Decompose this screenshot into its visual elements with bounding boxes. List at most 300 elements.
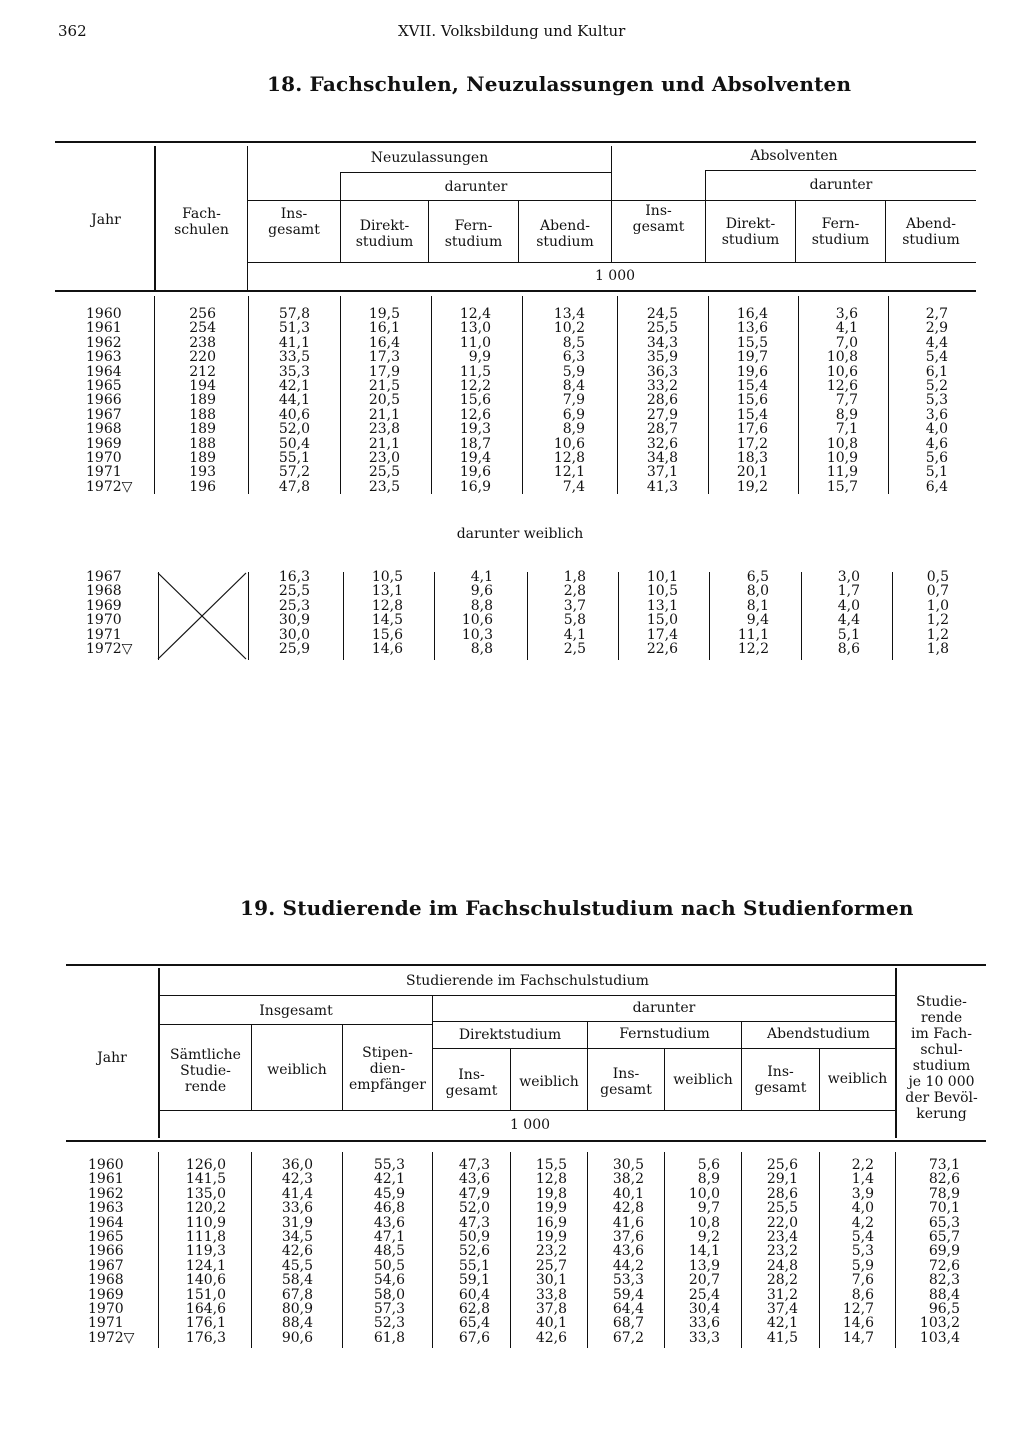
t19-value-cell: 73,1 — [928, 1157, 960, 1173]
t19-value-cell: 151,0 — [185, 1286, 226, 1303]
t19-col-jahr: Jahr — [97, 1050, 127, 1066]
t19-value-cell: 5,4 — [851, 1228, 874, 1245]
t19-col-per10000: Studie- rende im Fach- schul- studium je 10 000 der Bevöl- kerung — [905, 994, 978, 1122]
t18-value-cell: 23,8 — [368, 421, 400, 438]
t18w-value-cell: 4,1 — [563, 626, 586, 643]
t18-rule — [527, 572, 528, 660]
t19-value-cell: 88,4 — [281, 1315, 313, 1332]
t19-value-cell: 62,8 — [458, 1300, 490, 1317]
t18w-value-cell: 8,0 — [746, 583, 769, 600]
t19-value-cell: 58,0 — [373, 1286, 405, 1303]
t19-value-cell: 10,8 — [688, 1214, 720, 1231]
t19-value-cell: 47,3 — [458, 1214, 490, 1231]
t19-column — [88, 1158, 150, 1345]
t18-year-cell: 1961 — [86, 320, 122, 337]
t18-year-cell: 1970 — [86, 449, 122, 466]
t18w-value-cell: 0,5 — [926, 569, 949, 585]
t18-value-cell: 20,5 — [368, 392, 400, 409]
t19-value-cell: 57,3 — [373, 1300, 405, 1317]
t19-group-direkt: Direktstudium — [458, 1027, 562, 1043]
t19-value-cell: 124,1 — [185, 1257, 226, 1274]
t18-col-abend-abs: Abend- studium — [902, 216, 960, 248]
t19-value-cell: 4,2 — [851, 1214, 874, 1231]
t19-value-cell: 43,6 — [612, 1243, 644, 1260]
t19-column — [666, 1158, 720, 1345]
t19-value-cell: 41,6 — [612, 1214, 644, 1231]
t18-value-cell: 10,6 — [553, 435, 585, 452]
t19-value-cell: 47,9 — [458, 1185, 490, 1202]
t18w-value-cell: 11,1 — [737, 626, 769, 643]
t19-value-cell: 65,7 — [928, 1228, 960, 1245]
t19-value-cell: 61,8 — [373, 1329, 405, 1346]
t18-value-cell: 21,1 — [368, 406, 400, 423]
t18w-value-cell: 9,6 — [470, 583, 493, 600]
t18-rule — [248, 572, 249, 660]
t19-column — [512, 1158, 567, 1345]
t19-rule — [158, 1152, 159, 1348]
t19-value-cell: 1,4 — [851, 1171, 874, 1188]
t19-value-cell: 67,6 — [458, 1329, 490, 1346]
t18-column — [86, 307, 146, 494]
t18-col-jahr: Jahr — [91, 212, 121, 228]
t18-value-cell: 189 — [189, 392, 216, 409]
t19-value-cell: 135,0 — [185, 1185, 226, 1202]
t18-value-cell: 32,6 — [646, 435, 678, 452]
t18w-value-cell: 12,2 — [737, 640, 769, 657]
t19-value-cell: 14,6 — [842, 1315, 874, 1332]
t19-value-cell: 23,2 — [766, 1243, 798, 1260]
t19-value-cell: 65,3 — [928, 1214, 960, 1231]
table-18-title: 18. Fachschulen, Neuzulassungen und Absolventen — [267, 72, 852, 96]
t18w-value-cell: 3,0 — [837, 569, 860, 585]
t19-value-cell: 50,9 — [458, 1228, 490, 1245]
t18-value-cell: 16,1 — [368, 320, 400, 337]
t19-value-cell: 47,1 — [373, 1228, 405, 1245]
t19-year-cell: 1962 — [88, 1185, 124, 1202]
t19-value-cell: 80,9 — [281, 1300, 313, 1317]
t18-value-cell: 12,6 — [826, 377, 858, 394]
t18-value-cell: 17,2 — [736, 435, 768, 452]
t19-value-cell: 68,7 — [612, 1315, 644, 1332]
t18-value-cell: 33,5 — [278, 349, 310, 366]
t18-value-cell: 5,2 — [925, 377, 948, 394]
t18-value-cell: 12,2 — [459, 377, 491, 394]
t19-value-cell: 120,2 — [185, 1200, 226, 1217]
t18w-value-cell: 16,3 — [278, 569, 310, 585]
t19-value-cell: 72,6 — [928, 1257, 960, 1274]
t19-rule — [587, 1152, 588, 1348]
t19-col-weiblich: weiblich — [267, 1062, 327, 1078]
t19-value-cell: 43,6 — [458, 1171, 490, 1188]
t19-value-cell: 15,5 — [535, 1157, 567, 1173]
t19-value-cell: 28,6 — [766, 1185, 798, 1202]
t19-value-cell: 65,4 — [458, 1315, 490, 1332]
t18-value-cell: 11,5 — [459, 363, 491, 380]
t19-value-cell: 47,3 — [458, 1157, 490, 1173]
t19-column — [165, 1158, 226, 1345]
t18-value-cell: 57,8 — [278, 306, 310, 322]
t18-value-cell: 254 — [189, 320, 216, 337]
t19-rule — [342, 1152, 343, 1348]
t18-value-cell: 19,7 — [736, 349, 768, 366]
t19-value-cell: 88,4 — [928, 1286, 960, 1303]
t19-value-cell: 29,1 — [766, 1171, 798, 1188]
t18-value-cell: 42,1 — [278, 377, 310, 394]
t18-rule — [709, 572, 710, 660]
t18-value-cell: 17,6 — [736, 421, 768, 438]
t19-col-direkt-weibl: weiblich — [519, 1074, 579, 1090]
t19-value-cell: 12,8 — [535, 1171, 567, 1188]
t18-darunter-neu: darunter — [444, 179, 508, 195]
t18-year-cell: 1962 — [86, 334, 122, 351]
t18-value-cell: 15,6 — [459, 392, 491, 409]
t19-value-cell: 42,8 — [612, 1200, 644, 1217]
t19-value-cell: 38,2 — [612, 1171, 644, 1188]
t18-value-cell: 17,3 — [368, 349, 400, 366]
t19-col-direkt-insg: Ins- gesamt — [445, 1067, 498, 1099]
t18-value-cell: 23,0 — [368, 449, 400, 466]
t18w-value-cell: 5,8 — [563, 612, 586, 629]
t19-year-cell: 1963 — [88, 1200, 124, 1217]
t19-value-cell: 58,4 — [281, 1272, 313, 1289]
t18w-value-cell: 1,2 — [926, 626, 949, 643]
t19-value-cell: 37,8 — [535, 1300, 567, 1317]
t19-year-cell: 1967 — [88, 1257, 124, 1274]
t18w-year-cell: 1970 — [86, 612, 122, 629]
t18-value-cell: 12,8 — [553, 449, 585, 466]
t19-year-cell: 1972▽ — [88, 1329, 135, 1346]
t19-value-cell: 37,6 — [612, 1228, 644, 1245]
t19-value-cell: 48,5 — [373, 1243, 405, 1260]
t18-value-cell: 10,8 — [826, 349, 858, 366]
t18-value-cell: 6,3 — [562, 349, 585, 366]
t18-value-cell: 13,6 — [736, 320, 768, 337]
t18-rule — [154, 296, 155, 494]
t19-value-cell: 33,6 — [281, 1200, 313, 1217]
t18-rule — [340, 296, 341, 494]
t18-year-cell: 1967 — [86, 406, 122, 423]
t19-value-cell: 4,0 — [851, 1200, 874, 1217]
t18w-value-cell: 22,6 — [646, 640, 678, 657]
t18-value-cell: 41,1 — [278, 334, 310, 351]
t19-value-cell: 41,5 — [766, 1329, 798, 1346]
t18-value-cell: 19,5 — [368, 306, 400, 322]
t18w-year-cell: 1968 — [86, 583, 122, 600]
t18-value-cell: 19,6 — [736, 363, 768, 380]
t19-value-cell: 45,9 — [373, 1185, 405, 1202]
t18-value-cell: 4,4 — [925, 334, 948, 351]
t18-col-direkt-neu: Direkt- studium — [355, 218, 414, 250]
t19-value-cell: 42,1 — [373, 1171, 405, 1188]
t18-value-cell: 12,4 — [459, 306, 491, 322]
t19-top-rule — [66, 964, 986, 966]
t18-rule — [522, 296, 523, 494]
t19-column — [820, 1158, 874, 1345]
t18-value-cell: 10,9 — [826, 449, 858, 466]
t19-value-cell: 176,3 — [185, 1329, 226, 1346]
t18w-year-cell: 1971 — [86, 626, 122, 643]
t19-value-cell: 67,2 — [612, 1329, 644, 1346]
t19-column — [434, 1158, 490, 1345]
t19-value-cell: 24,8 — [766, 1257, 798, 1274]
t19-col-saemtliche: Sämtliche Studie- rende — [170, 1047, 241, 1095]
t18w-value-cell: 3,7 — [563, 597, 586, 614]
t18-value-cell: 7,4 — [562, 478, 585, 495]
t19-col-fern-insg: Ins- gesamt — [600, 1066, 652, 1098]
t18-value-cell: 19,6 — [459, 464, 491, 481]
t19-value-cell: 5,9 — [851, 1257, 874, 1274]
t18w-value-cell: 6,5 — [746, 569, 769, 585]
t18-rule — [340, 172, 611, 173]
t18-rule — [434, 572, 435, 660]
t19-value-cell: 96,5 — [928, 1300, 960, 1317]
t18-value-cell: 16,9 — [459, 478, 491, 495]
t18-value-cell: 4,6 — [925, 435, 948, 452]
t19-value-cell: 19,9 — [535, 1200, 567, 1217]
t18-column — [434, 307, 491, 494]
t18w-value-cell: 1,0 — [926, 597, 949, 614]
t18-not-applicable-cross — [155, 570, 249, 662]
t18-value-cell: 10,2 — [553, 320, 585, 337]
t18-col-abend-neu: Abend- studium — [536, 218, 594, 250]
t19-value-cell: 28,2 — [766, 1272, 798, 1289]
t18-col-fern-abs: Fern- studium — [811, 216, 870, 248]
t18-value-cell: 23,5 — [368, 478, 400, 495]
t18w-value-cell: 1,8 — [926, 640, 949, 657]
t18-value-cell: 15,7 — [826, 478, 858, 495]
t18-column — [890, 307, 948, 494]
t19-value-cell: 50,5 — [373, 1257, 405, 1274]
t18-year-cell: 1968 — [86, 421, 122, 438]
t19-value-cell: 42,1 — [766, 1315, 798, 1332]
t18w-value-cell: 10,5 — [646, 583, 678, 600]
t19-col-fern-weibl: weiblich — [673, 1072, 733, 1088]
t19-value-cell: 40,1 — [535, 1315, 567, 1332]
t19-value-cell: 36,0 — [281, 1157, 313, 1173]
t18-rule — [248, 296, 249, 494]
t18-value-cell: 10,6 — [826, 363, 858, 380]
t18-value-cell: 188 — [189, 406, 216, 423]
t19-column — [590, 1158, 644, 1345]
t19-col-abend-insg: Ins- gesamt — [754, 1064, 807, 1096]
t19-value-cell: 19,9 — [535, 1228, 567, 1245]
t18-weiblich-heading: darunter weiblich — [456, 526, 584, 542]
t18w-value-cell: 25,9 — [278, 640, 310, 657]
t18-value-cell: 6,1 — [925, 363, 948, 380]
t18-value-cell: 34,8 — [646, 449, 678, 466]
t18-value-cell: 40,6 — [278, 406, 310, 423]
t19-year-cell: 1964 — [88, 1214, 124, 1231]
t19-value-cell: 60,4 — [458, 1286, 490, 1303]
t18w-value-cell: 25,3 — [278, 597, 310, 614]
t18-column — [343, 307, 400, 494]
t18-value-cell: 7,1 — [835, 421, 858, 438]
t18w-column — [437, 570, 493, 656]
t19-value-cell: 78,9 — [928, 1185, 960, 1202]
t18-value-cell: 238 — [189, 334, 216, 351]
t19-value-cell: 55,1 — [458, 1257, 490, 1274]
t18-value-cell: 21,1 — [368, 435, 400, 452]
t18-value-cell: 24,5 — [646, 306, 678, 322]
t18-value-cell: 15,4 — [736, 377, 768, 394]
t19-value-cell: 55,3 — [373, 1157, 405, 1173]
t19-value-cell: 126,0 — [185, 1157, 226, 1173]
t18w-value-cell: 14,6 — [371, 640, 403, 657]
t19-value-cell: 42,6 — [535, 1329, 567, 1346]
t18w-value-cell: 10,5 — [371, 569, 403, 585]
t18-value-cell: 18,3 — [736, 449, 768, 466]
t19-value-cell: 30,5 — [612, 1157, 644, 1173]
t18-value-cell: 51,3 — [278, 320, 310, 337]
t18w-value-cell: 17,4 — [646, 626, 678, 643]
t18w-value-cell: 4,1 — [470, 569, 493, 585]
t19-value-cell: 44,2 — [612, 1257, 644, 1274]
t19-value-cell: 8,6 — [851, 1286, 874, 1303]
t18w-column — [250, 570, 310, 656]
t18-value-cell: 15,4 — [736, 406, 768, 423]
t18-value-cell: 11,0 — [459, 334, 491, 351]
t18w-value-cell: 30,9 — [278, 612, 310, 629]
t19-value-cell: 111,8 — [185, 1228, 226, 1245]
t19-value-cell: 3,9 — [851, 1185, 874, 1202]
t18-year-cell: 1963 — [86, 349, 122, 366]
t18-group-neuzulassungen: Neuzulassungen — [370, 150, 489, 166]
t18-col-insgesamt-neu: Ins- gesamt — [268, 206, 320, 238]
page-number: 362 — [58, 22, 87, 40]
t18w-column — [86, 570, 146, 656]
t18-value-cell: 19,2 — [736, 478, 768, 495]
t19-rule — [510, 1152, 511, 1348]
t19-rule — [160, 1110, 895, 1111]
t19-rule — [432, 1152, 433, 1348]
t19-value-cell: 52,3 — [373, 1315, 405, 1332]
t18-col-insgesamt-abs: Ins- gesamt — [632, 203, 685, 235]
t18w-column — [804, 570, 860, 656]
t18-value-cell: 193 — [189, 464, 216, 481]
t18-value-cell: 5,4 — [925, 349, 948, 366]
t18-value-cell: 6,9 — [562, 406, 585, 423]
t18-col-fachschulen: Fach- schulen — [174, 206, 229, 238]
t19-value-cell: 30,4 — [688, 1300, 720, 1317]
t18-value-cell: 34,3 — [646, 334, 678, 351]
t19-year-cell: 1961 — [88, 1171, 124, 1188]
t19-group-abend: Abendstudium — [767, 1026, 870, 1042]
t19-column — [255, 1158, 313, 1345]
t18-value-cell: 25,5 — [368, 464, 400, 481]
t18-column — [525, 307, 585, 494]
t18-column — [250, 307, 310, 494]
t18w-value-cell: 1,7 — [837, 583, 860, 600]
t18w-value-cell: 10,3 — [461, 626, 493, 643]
t18-value-cell: 18,7 — [459, 435, 491, 452]
t19-value-cell: 33,3 — [688, 1329, 720, 1346]
t18-col-direkt-abs: Direkt- studium — [721, 216, 780, 248]
t18-value-cell: 35,3 — [278, 363, 310, 380]
t18w-value-cell: 2,8 — [563, 583, 586, 600]
t18w-value-cell: 5,1 — [837, 626, 860, 643]
t18-rule — [618, 572, 619, 660]
t18-value-cell: 212 — [189, 363, 216, 380]
t18-value-cell: 189 — [189, 449, 216, 466]
t18-rule — [801, 572, 802, 660]
t19-value-cell: 40,1 — [612, 1185, 644, 1202]
t18-value-cell: 19,3 — [459, 421, 491, 438]
t19-value-cell: 103,4 — [919, 1329, 960, 1346]
t19-value-cell: 176,1 — [185, 1315, 226, 1332]
t18-value-cell: 189 — [189, 421, 216, 438]
t19-value-cell: 9,7 — [697, 1200, 720, 1217]
t18-value-cell: 35,9 — [646, 349, 678, 366]
t18-rule — [705, 170, 976, 171]
t18-value-cell: 33,2 — [646, 377, 678, 394]
t19-group-fern: Fernstudium — [619, 1026, 710, 1042]
chapter-header: XVII. Volksbildung und Kultur — [398, 22, 626, 40]
t19-year-cell: 1965 — [88, 1228, 124, 1245]
t18-value-cell: 27,9 — [646, 406, 678, 423]
t18-value-cell: 7,0 — [835, 334, 858, 351]
t18-value-cell: 5,3 — [925, 392, 948, 409]
t19-value-cell: 25,5 — [766, 1200, 798, 1217]
t18w-column — [892, 570, 949, 656]
t19-value-cell: 16,9 — [535, 1214, 567, 1231]
t18w-value-cell: 15,6 — [371, 626, 403, 643]
t18-year-cell: 1964 — [86, 363, 122, 380]
t19-value-cell: 52,6 — [458, 1243, 490, 1260]
t18-value-cell: 8,9 — [562, 421, 585, 438]
t19-value-cell: 12,7 — [842, 1300, 874, 1317]
t18-column — [160, 307, 216, 494]
t19-value-cell: 33,6 — [688, 1315, 720, 1332]
t18w-value-cell: 1,2 — [926, 612, 949, 629]
t19-value-cell: 25,4 — [688, 1286, 720, 1303]
t18-value-cell: 36,3 — [646, 363, 678, 380]
t19-value-cell: 164,6 — [185, 1300, 226, 1317]
t18-unit: 1 000 — [594, 268, 636, 284]
t19-value-cell: 59,4 — [612, 1286, 644, 1303]
t19-value-cell: 90,6 — [281, 1329, 313, 1346]
t19-year-cell: 1971 — [88, 1315, 124, 1332]
t19-value-cell: 69,9 — [928, 1243, 960, 1260]
t18-column — [620, 307, 678, 494]
t19-header-bottom-rule — [66, 1140, 986, 1142]
t18-value-cell: 4,0 — [925, 421, 948, 438]
t18-value-cell: 7,9 — [562, 392, 585, 409]
t19-value-cell: 46,8 — [373, 1200, 405, 1217]
t18-value-cell: 16,4 — [736, 306, 768, 322]
t19-value-cell: 25,7 — [535, 1257, 567, 1274]
t18-value-cell: 21,5 — [368, 377, 400, 394]
t19-year-cell: 1966 — [88, 1243, 124, 1260]
t19-value-cell: 42,6 — [281, 1243, 313, 1260]
t18-value-cell: 4,1 — [835, 320, 858, 337]
t18-value-cell: 9,9 — [468, 349, 491, 366]
t18-value-cell: 17,9 — [368, 363, 400, 380]
t18-year-cell: 1965 — [86, 377, 122, 394]
t18w-value-cell: 13,1 — [371, 583, 403, 600]
t19-value-cell: 82,6 — [928, 1171, 960, 1188]
t18w-value-cell: 4,0 — [837, 597, 860, 614]
t19-group-darunter: darunter — [632, 1000, 696, 1016]
t19-value-cell: 20,7 — [688, 1272, 720, 1289]
t19-value-cell: 64,4 — [612, 1300, 644, 1317]
t18-value-cell: 28,6 — [646, 392, 678, 409]
t19-value-cell: 25,6 — [766, 1157, 798, 1173]
t18w-value-cell: 15,0 — [646, 612, 678, 629]
t18-value-cell: 41,3 — [646, 478, 678, 495]
t18-value-cell: 16,4 — [368, 334, 400, 351]
t19-value-cell: 33,8 — [535, 1286, 567, 1303]
t18-value-cell: 50,4 — [278, 435, 310, 452]
